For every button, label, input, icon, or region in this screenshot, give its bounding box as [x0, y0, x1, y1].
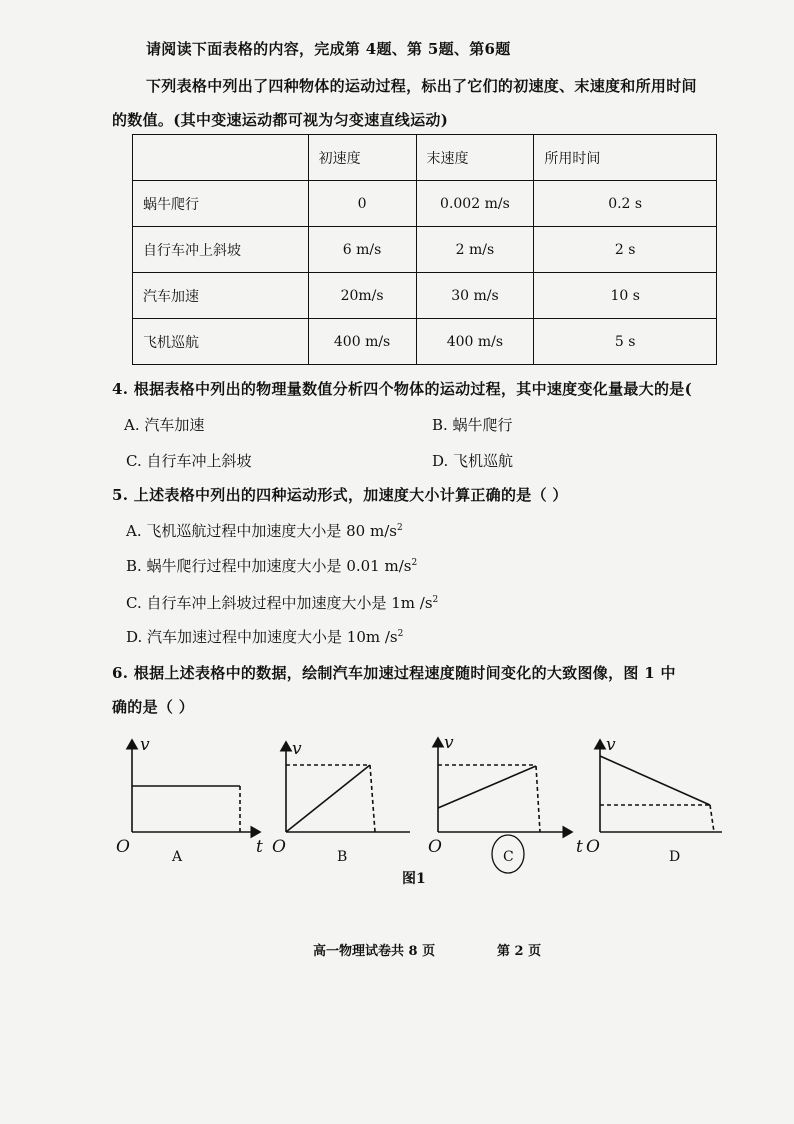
- question-4-stem: 4. 根据表格中列出的物理量数值分析四个物体的运动过程，其中速度变化量最大的是(: [112, 380, 692, 398]
- graph-d-line: [600, 756, 710, 805]
- question-6-stem-line-1: 6. 根据上述表格中的数据，绘制汽车加速过程速度随时间变化的大致图像，图 1 中: [112, 664, 676, 682]
- passage-line-2: 的数值。(其中变速运动都可视为匀变速直线运动): [112, 111, 449, 129]
- graph-d-label: D: [669, 849, 681, 865]
- graph-c-label: C: [503, 849, 514, 865]
- q5-option-d: D. 汽车加速过程中加速度大小是 10m $/s^2$: [126, 628, 404, 646]
- graph-b-line: [286, 765, 370, 832]
- graph-c-v-label: v: [444, 733, 454, 753]
- table-cell: 20m/s: [308, 273, 416, 319]
- figure-caption: 图1: [402, 871, 426, 887]
- q5-option-b: B. 蜗牛爬行过程中加速度大小是 0.01 $m/s^2$: [126, 557, 418, 575]
- graph-d: [600, 740, 722, 832]
- question-5-stem: 5. 上述表格中列出的四种运动形式，加速度大小计算正确的是（ ）: [112, 486, 568, 504]
- graph-b-dash-v: [370, 765, 375, 832]
- graph-b: [286, 742, 410, 832]
- motion-table: [132, 134, 717, 365]
- table-cell: 5 s: [534, 319, 717, 365]
- q5-option-a: A. 飞机巡航过程中加速度大小是 80 $m/s^2$: [126, 522, 403, 540]
- q4-option-a: A. 汽车加速: [124, 416, 205, 434]
- table-header-cell: 初速度: [308, 135, 416, 181]
- graph-c-origin: O: [428, 837, 442, 857]
- graph-b-origin: O: [272, 837, 286, 857]
- table-cell: 2 m/s: [416, 227, 534, 273]
- table-cell: 6 m/s: [308, 227, 416, 273]
- graph-c-line: [438, 766, 536, 808]
- q4-option-d: D. 飞机巡航: [432, 452, 514, 470]
- table-cell: 0: [308, 181, 416, 227]
- graph-a-t-label: t: [256, 837, 263, 857]
- table-row: [133, 181, 717, 227]
- table-cell: 汽车加速: [133, 273, 309, 319]
- table-cell: 400 m/s: [308, 319, 416, 365]
- q5-option-c: C. 自行车冲上斜坡过程中加速度大小是 1m $/s^2$: [126, 594, 439, 612]
- graph-d-dash-v: [710, 805, 714, 832]
- table-cell: 2 s: [534, 227, 717, 273]
- intro-text: 请阅读下面表格的内容，完成第 4题、第 5题、第6题: [146, 40, 511, 58]
- table-header-row: [133, 135, 717, 181]
- graph-d-v-label: v: [606, 735, 616, 755]
- table-row: [133, 319, 717, 365]
- table-cell: 飞机巡航: [133, 319, 309, 365]
- table-cell: 30 m/s: [416, 273, 534, 319]
- table-cell: 蜗牛爬行: [133, 181, 309, 227]
- passage-line-1: 下列表格中列出了四种物体的运动过程，标出了它们的初速度、末速度和所用时间: [146, 77, 697, 95]
- table-cell: 0.2 s: [534, 181, 717, 227]
- question-6-stem-line-2: 确的是（ ）: [112, 698, 195, 716]
- graph-a-v-label: v: [140, 735, 150, 755]
- figure-1-graphs: [110, 728, 730, 888]
- graph-b-v-label: v: [292, 739, 302, 759]
- graph-a: [132, 740, 260, 832]
- table-cell: 400 m/s: [416, 319, 534, 365]
- table-header-cell: 末速度: [416, 135, 534, 181]
- graph-d-origin: O: [586, 837, 600, 857]
- table-row: [133, 227, 717, 273]
- table-cell: 自行车冲上斜坡: [133, 227, 309, 273]
- q4-option-c: C. 自行车冲上斜坡: [126, 452, 252, 470]
- graph-a-origin: O: [116, 837, 130, 857]
- table-cell: 10 s: [534, 273, 717, 319]
- graph-a-label: A: [172, 849, 183, 865]
- graph-c-t-label: t: [576, 837, 583, 857]
- q4-option-b: B. 蜗牛爬行: [432, 416, 513, 434]
- table-header-cell: 所用时间: [534, 135, 717, 181]
- graph-c-dash-v: [536, 766, 540, 832]
- graph-b-label: B: [337, 849, 348, 865]
- footer-exam-info: 高一物理试卷共 8 页: [313, 944, 436, 959]
- table-cell: 0.002 m/s: [416, 181, 534, 227]
- table-row: [133, 273, 717, 319]
- footer-page-number: 第 2 页: [497, 944, 542, 959]
- table-header-cell: [133, 135, 309, 181]
